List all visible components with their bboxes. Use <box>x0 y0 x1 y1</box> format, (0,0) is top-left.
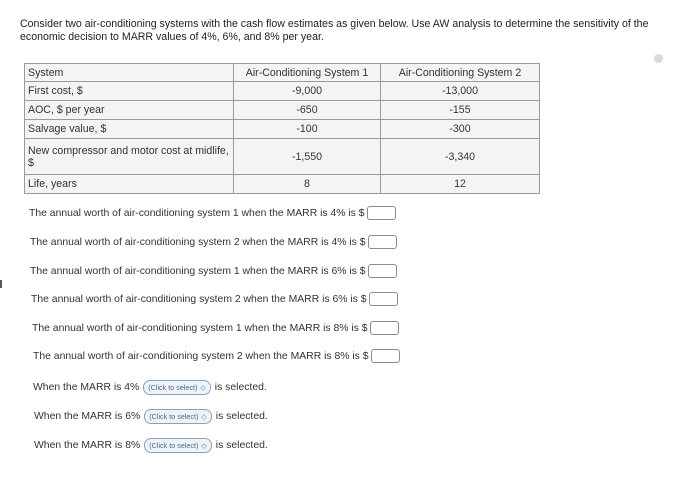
cell-system-2: -300 <box>381 120 540 139</box>
table-header-system-1: Air-Conditioning System 1 <box>234 64 381 82</box>
updown-chevron-icon: ◇ <box>201 413 207 421</box>
system-select-dropdown[interactable] <box>144 438 212 453</box>
cash-flow-table <box>24 63 540 194</box>
question-aw-system-1-8pct <box>32 321 399 335</box>
cell-system-1: -1,550 <box>234 139 381 175</box>
answer-input[interactable] <box>368 235 397 249</box>
selection-4pct <box>33 380 267 395</box>
table-row <box>25 175 540 194</box>
dropdown-label: (Click to select) <box>149 412 199 421</box>
question-text: The annual worth of air-conditioning system 2 when the MARR is 8% is $ <box>33 350 369 362</box>
updown-chevron-icon: ◇ <box>201 442 207 450</box>
updown-chevron-icon: ◇ <box>200 384 206 392</box>
selection-prefix: When the MARR is 4% <box>33 382 140 393</box>
table-row <box>25 101 540 120</box>
answer-input[interactable] <box>368 264 397 278</box>
selection-suffix: is selected. <box>215 440 268 451</box>
dropdown-label: (Click to select) <box>148 383 198 392</box>
cell-system-2: -3,340 <box>381 139 540 175</box>
table-header-system: System <box>25 64 234 82</box>
row-label: AOC, $ per year <box>25 101 234 120</box>
question-aw-system-2-6pct <box>31 292 398 306</box>
cell-system-2: -13,000 <box>381 82 540 101</box>
cell-system-1: -9,000 <box>234 82 381 101</box>
row-label: Salvage value, $ <box>25 120 234 139</box>
cell-system-1: 8 <box>234 175 381 194</box>
cell-system-2: -155 <box>381 101 540 120</box>
question-aw-system-2-4pct <box>30 235 397 249</box>
question-text: The annual worth of air-conditioning system 1 when the MARR is 8% is $ <box>32 322 368 334</box>
selection-prefix: When the MARR is 8% <box>34 440 141 451</box>
question-aw-system-2-8pct <box>33 349 400 363</box>
status-dot-icon <box>654 54 663 63</box>
selection-8pct <box>34 438 268 453</box>
selection-suffix: is selected. <box>214 382 267 393</box>
row-label: Life, years <box>25 175 234 194</box>
question-aw-system-1-4pct <box>29 206 396 220</box>
selection-prefix: When the MARR is 6% <box>34 411 141 422</box>
answer-input[interactable] <box>371 349 400 363</box>
row-label: First cost, $ <box>25 82 234 101</box>
dropdown-label: (Click to select) <box>149 441 199 450</box>
cell-system-1: -650 <box>234 101 381 120</box>
edge-marker <box>0 280 2 288</box>
cell-system-2: 12 <box>381 175 540 194</box>
problem-prompt: Consider two air-conditioning systems with the cash flow estimates as given below. Use AW analysis to determine the sensitivity of the economic decision to MARR values of 4%, 6%, and 8% per year. <box>20 18 649 43</box>
question-text: The annual worth of air-conditioning system 1 when the MARR is 6% is $ <box>30 265 366 277</box>
question-aw-system-1-6pct <box>30 264 397 278</box>
table-header-system-2: Air-Conditioning System 2 <box>381 64 540 82</box>
system-select-dropdown[interactable] <box>144 409 212 424</box>
answer-input[interactable] <box>369 292 398 306</box>
selection-suffix: is selected. <box>215 411 268 422</box>
question-text: The annual worth of air-conditioning system 1 when the MARR is 4% is $ <box>29 207 365 219</box>
row-label: New compressor and motor cost at midlife, $ <box>25 139 234 175</box>
table-row <box>25 120 540 139</box>
table-header-row <box>25 64 540 82</box>
answer-input[interactable] <box>370 321 399 335</box>
cell-system-1: -100 <box>234 120 381 139</box>
answer-input[interactable] <box>367 206 396 220</box>
table-row <box>25 139 540 175</box>
selection-6pct <box>34 409 268 424</box>
question-text: The annual worth of air-conditioning system 2 when the MARR is 4% is $ <box>30 236 366 248</box>
system-select-dropdown[interactable] <box>143 380 211 395</box>
table-row <box>25 82 540 101</box>
question-text: The annual worth of air-conditioning system 2 when the MARR is 6% is $ <box>31 293 367 305</box>
